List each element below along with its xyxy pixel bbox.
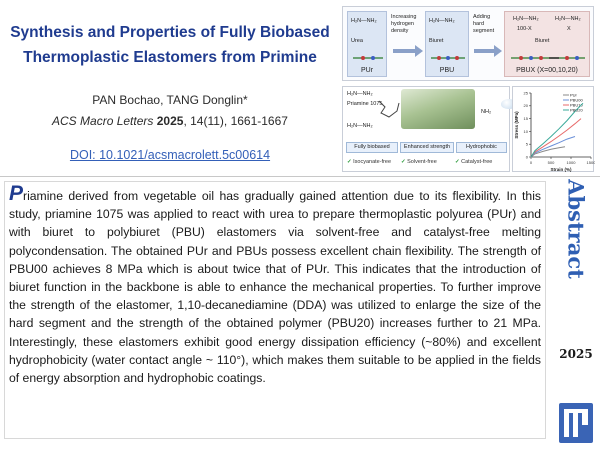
chip-fully-biobased: Fully biobased <box>346 142 398 153</box>
y-axis-label: Stress (MPa) <box>514 111 519 139</box>
authors: PAN Bochao, TANG Donglin* <box>92 93 248 107</box>
paper-title <box>0 20 340 70</box>
biuret-structure-icon <box>429 50 467 62</box>
journal-name: ACS Macro Letters <box>52 114 154 128</box>
legend-label-pbu00: PBU00 <box>570 97 583 103</box>
legend-label-pbu10: PBU10 <box>570 102 583 108</box>
nh2-label: NH₂ <box>481 109 492 115</box>
step-2-line-2: hard <box>473 21 485 27</box>
check-solvent-free <box>401 159 437 165</box>
journal-citation <box>0 114 340 128</box>
pbux-biuret-label: Biuret <box>535 38 550 44</box>
journal-details: , 14(11), 1661-1667 <box>183 114 288 128</box>
series-line-pbu00 <box>531 137 575 158</box>
x-tick-label-2: 1000 <box>566 160 576 165</box>
pbux-box <box>504 11 590 77</box>
arrow-right-icon <box>415 45 423 57</box>
stress-strain-chart <box>512 86 594 172</box>
pbux-amine-label: H₂N—NH₂ <box>513 16 539 22</box>
pbu-box <box>425 11 469 77</box>
check-isocyanate-free-label: Isocyanate-free <box>353 159 392 165</box>
publisher-logo-icon <box>559 403 593 443</box>
pbux-structure-icon <box>509 50 587 62</box>
step-2-text <box>473 14 494 35</box>
check-solvent-free-label: Solvent-free <box>407 159 437 165</box>
priamine-structure-icon <box>377 97 401 119</box>
pbu-label: PBU <box>439 67 455 74</box>
y-tick-label-2: 10 <box>523 128 528 134</box>
pbux-ratio-right: X <box>567 26 571 32</box>
journal-year: 2025 <box>156 114 184 128</box>
amine-label-2: H₂N—NH₂ <box>429 18 455 24</box>
x-tick-label-0: 0 <box>529 160 533 165</box>
sidebar-abstract <box>554 181 598 277</box>
step-1-text <box>391 14 416 35</box>
properties-panel <box>342 86 594 172</box>
arrow-1-shaft <box>393 49 415 53</box>
y-tick-label-1: 5 <box>525 141 528 147</box>
amine-label-3: H₂N—NH₂ <box>347 123 373 129</box>
check-catalyst-free-label: Catalyst-free <box>461 159 493 165</box>
y-tick-label-5: 25 <box>523 90 528 96</box>
y-tick-label-4: 20 <box>523 103 528 109</box>
pur-label: PUr <box>360 67 374 74</box>
abstract-section <box>0 176 600 450</box>
graphical-abstract <box>342 6 594 172</box>
check-isocyanate-free <box>347 159 391 165</box>
arrow-right-icon-2 <box>494 45 502 57</box>
step-1-line-1: Increasing <box>391 14 417 20</box>
abstract-box <box>4 181 546 439</box>
monomer-panel <box>342 86 510 172</box>
step-1-line-2: hydrogen <box>391 21 414 27</box>
synthesis-scheme <box>342 6 594 81</box>
sidebar-abstract-label: Abstract <box>563 179 589 279</box>
pbux-ratio-left: 100-X <box>517 26 532 32</box>
pur-box <box>347 11 387 77</box>
legend-label-pur: PUr <box>570 92 577 98</box>
step-2-line-1: Adding <box>473 14 491 20</box>
hydrophobic-photo <box>401 89 475 129</box>
urea-label: Urea <box>351 38 363 44</box>
x-axis-label: Strain (%) <box>550 167 572 172</box>
priamine-label: Priamine 1075 <box>347 101 383 107</box>
y-tick-label-0: 0 <box>525 154 528 160</box>
title-line-1: Synthesis and Properties of Fully Biobased <box>10 24 330 41</box>
sidebar-year: 2025 <box>559 347 593 361</box>
y-tick-label-3: 15 <box>523 116 528 121</box>
urea-structure-icon <box>351 50 385 62</box>
chip-hydrophobic: Hydrophobic <box>456 142 507 153</box>
checkmark-icon: ✓ <box>347 159 352 165</box>
arrow-2-shaft <box>474 49 494 53</box>
priamine-amine-label: H₂N—NH₂ <box>347 91 373 97</box>
abstract-dropcap: P <box>9 182 24 205</box>
checkmark-icon: ✓ <box>455 159 460 165</box>
abstract-body: riamine derived from vegetable oil has gradually gained attention due to its flexibility. In this study, priamine 1075 was applied to react with urea to prepare thermoplastic polyurea (PUr) and with biuret to polybiuret (PBU) elastomers via solvent-free and catalyst-free melting polycondensation. The obtained PUr and PBUs possess excellent chain flexibility. The strength of PBU00 achieves 8 MPa which is about twice that of PUr. This indicates that the introduction of biuret function in the backbone is able to enhance the mechanical properties. To further improve the strength of the elastomer, 1,10-decanediamine (DDA) was utilized to enlarge the size of the hard segment and the strength of the obtained polymer (PBU20) increases further to 21 MPa. Interestingly, these elastomers exhibit good energy dissipation efficiency (~80%) and excellent hydrophobicity (water contact angle ~ 110°), which makes them suitable to be applied in the fields of energy absorption and hydrophobic coatings. <box>9 189 541 386</box>
step-1-line-3: density <box>391 28 409 34</box>
abstract-text <box>9 182 541 387</box>
step-2-line-3: segment <box>473 28 495 34</box>
header <box>0 0 600 176</box>
chart-svg <box>513 87 595 173</box>
biuret-label: Biuret <box>429 38 444 44</box>
checkmark-icon: ✓ <box>401 159 406 165</box>
amine-label: H₂N—NH₂ <box>351 18 377 24</box>
check-catalyst-free <box>455 159 492 165</box>
chip-enhanced-strength: Enhanced strength <box>400 142 454 153</box>
pbux-label: PBUX (X=00,10,20) <box>516 67 578 74</box>
doi-link[interactable]: DOI: 10.1021/acsmacrolett.5c00614 <box>69 148 271 162</box>
pbux-amine-label-2: H₂N—NH₂ <box>555 16 581 22</box>
x-tick-label-1: 500 <box>547 160 555 165</box>
x-tick-label-3: 1500 <box>586 160 595 165</box>
sidebar <box>554 181 598 447</box>
legend-label-pbu20: PBU20 <box>570 107 583 113</box>
title-line-2: Thermoplastic Elastomers from Primine <box>23 49 317 66</box>
